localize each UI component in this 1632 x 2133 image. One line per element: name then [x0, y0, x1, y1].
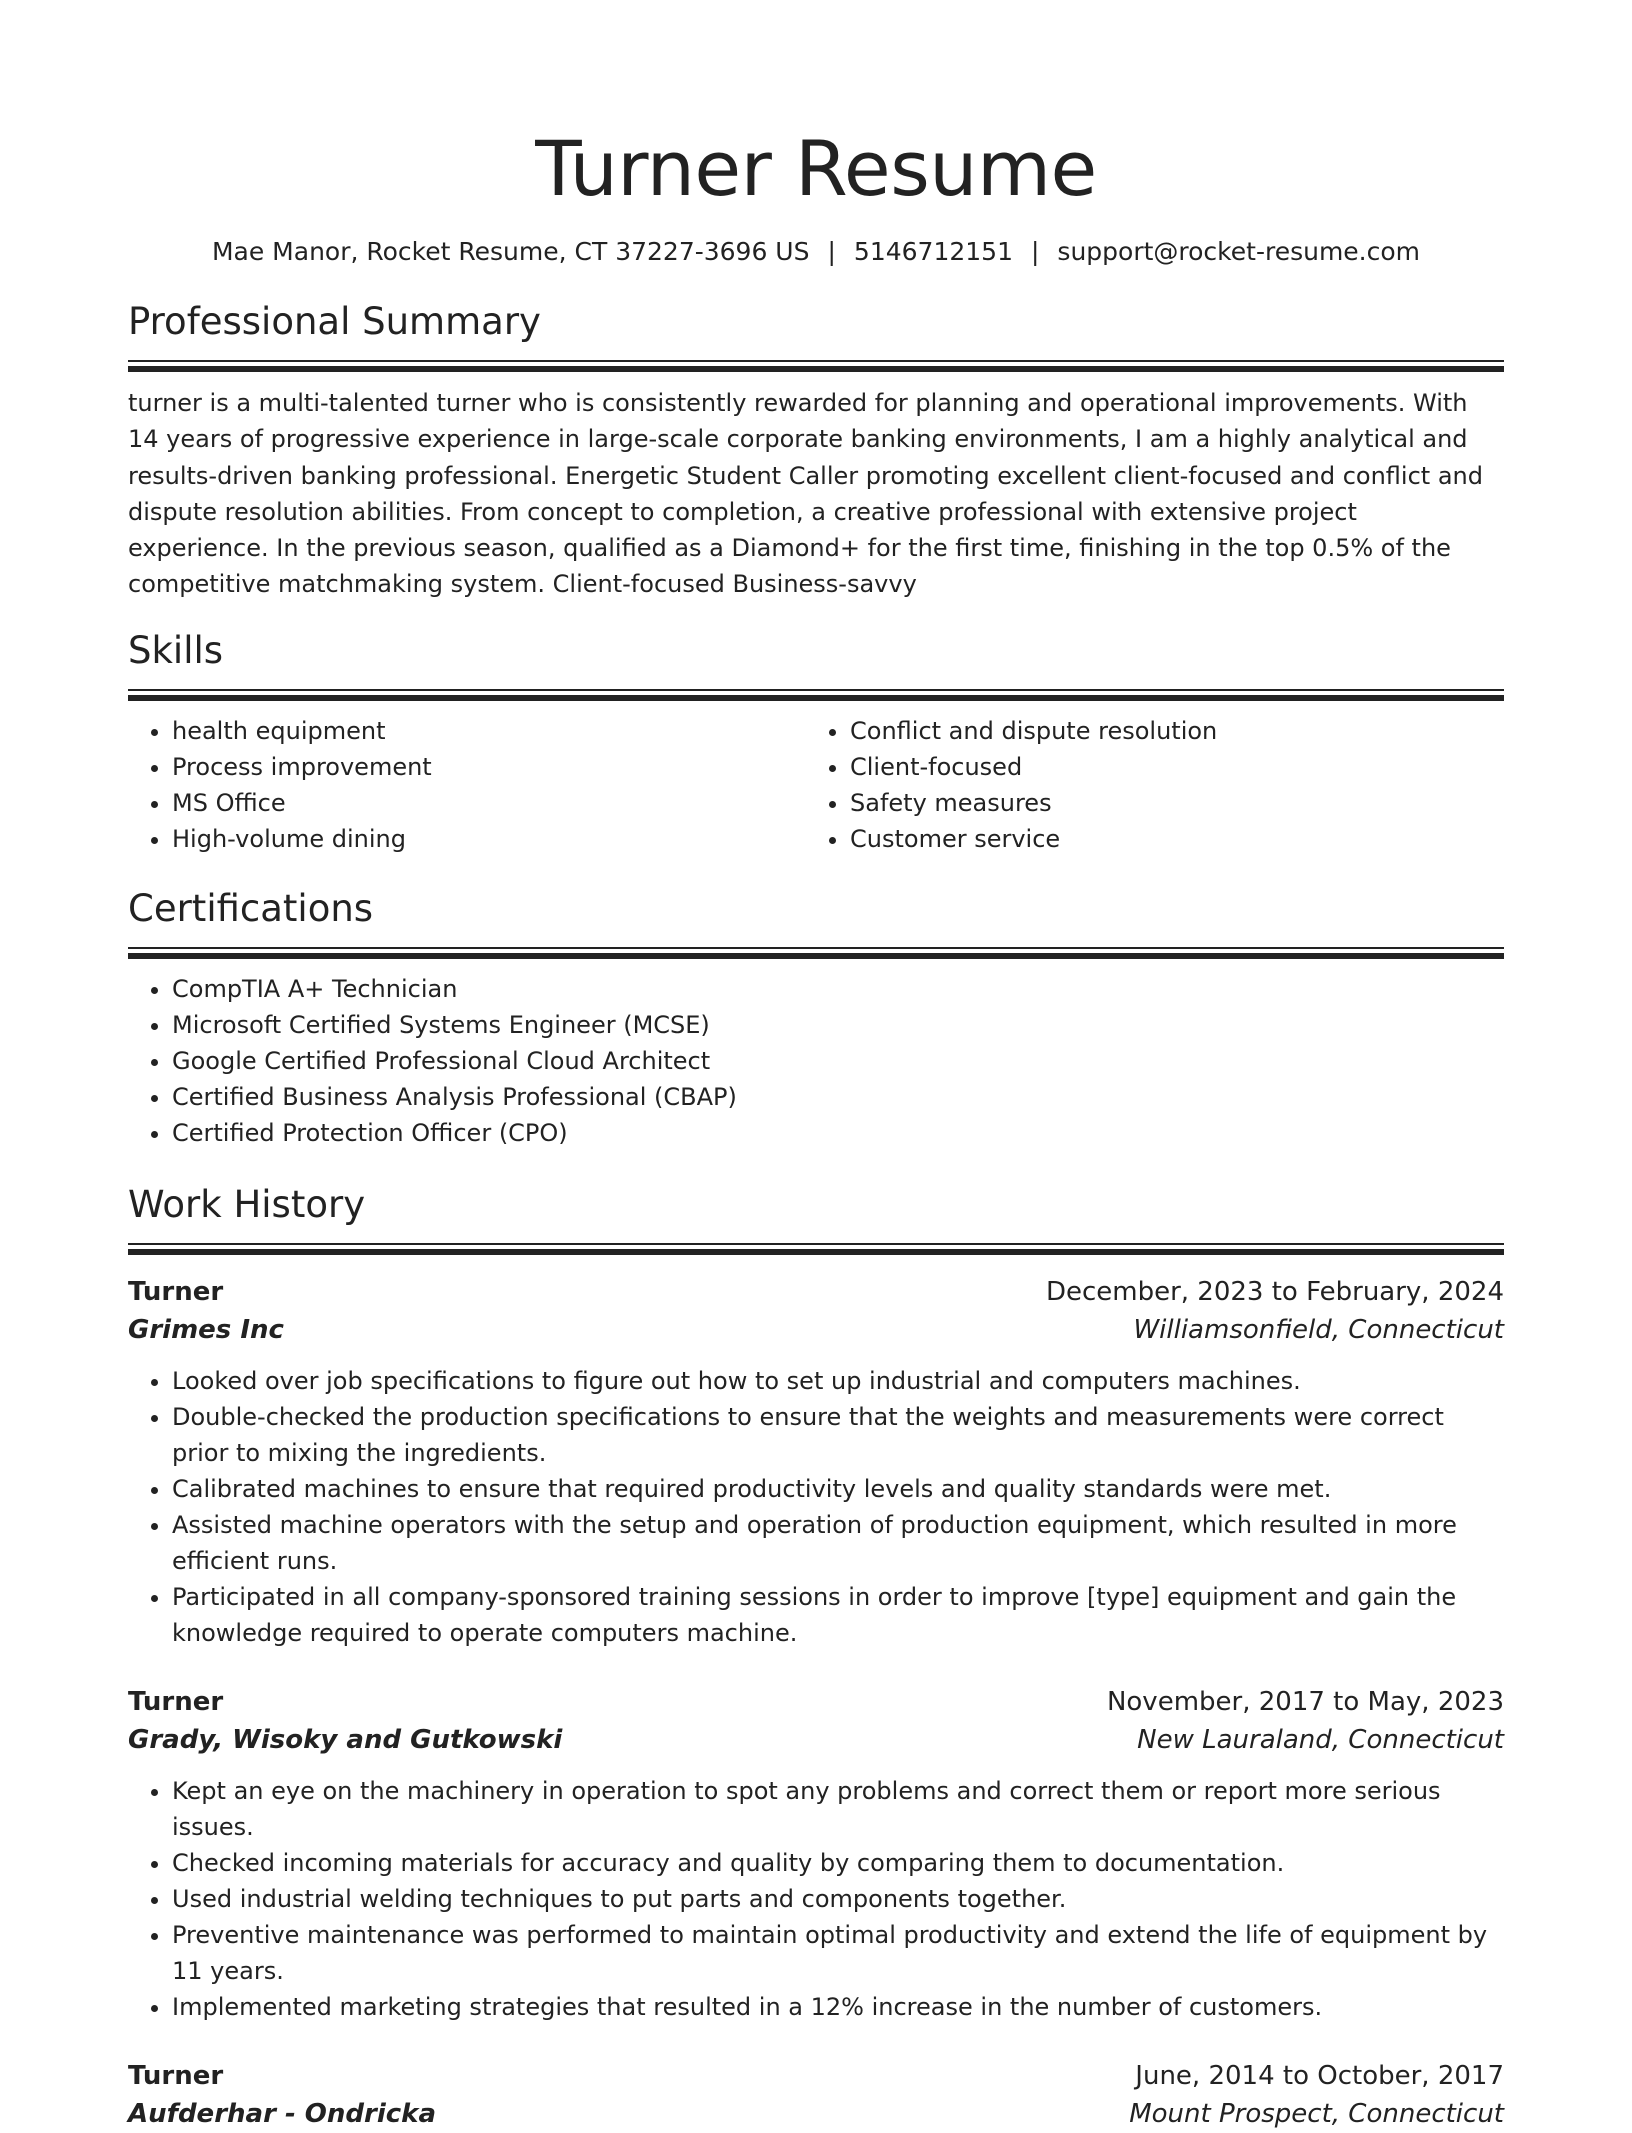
skill-item: • Customer service — [850, 821, 1484, 857]
contact-email: support@rocket-resume.com — [1057, 237, 1421, 266]
resume-title: Turner Resume — [535, 124, 1097, 213]
certifications-heading: Certifications — [128, 886, 374, 930]
job-header-row — [128, 2057, 1504, 2095]
skill-item: • Conflict and dispute resolution — [850, 713, 1484, 749]
certifications-section — [128, 885, 1504, 1151]
section-divider — [128, 1243, 1504, 1255]
summary-text: turner is a multi-talented turner who is consistently rewarded for planning and operational improvements. With 14 years of progressive experience in large-scale corporate banking environments, I am a highly analytical and results-driven banking professional. Energetic Student Caller promoting excellent client-focused and conflict and dispute resolution abilities. From concept to completion, a creative professional with extensive project experience. In the previous season, qualified as a Diamond+ for the first time, finishing in the top 0.5% of the competitive matchmaking system. Client-focused Business-savvy — [128, 389, 1483, 599]
job-bullet: • Assisted machine operators with the setup and operation of production equipment, which resulted in more efficient runs. — [172, 1507, 1504, 1579]
skills-heading: Skills — [128, 628, 224, 672]
contact-address: Mae Manor, Rocket Resume, CT 37227-3696 US — [211, 237, 810, 266]
job-bullet: • Preventive maintenance was performed to maintain optimal productivity and extend the life of equipment by 11 years. — [172, 1917, 1504, 1989]
job-dates: November, 2017 to May, 2023 — [1106, 1686, 1504, 1717]
certification-item: • Certified Business Analysis Professional (CBAP) — [172, 1079, 1504, 1115]
contact-phone: 5146712151 — [853, 237, 1013, 266]
job-title: Turner — [128, 1686, 224, 1717]
job-header-row — [128, 1273, 1504, 1311]
resume-page — [128, 0, 1504, 2133]
certification-item: • Certified Protection Officer (CPO) — [172, 1115, 1504, 1151]
job-title: Turner — [128, 1276, 224, 1307]
skill-item: • Safety measures — [850, 785, 1484, 821]
job-location: Williamsonfield, Connecticut — [1133, 1314, 1504, 1345]
skill-item: • MS Office — [172, 785, 806, 821]
certification-item: • Microsoft Certified Systems Engineer (MCSE) — [172, 1007, 1504, 1043]
skills-grid — [128, 713, 1504, 857]
skill-item: • High-volume dining — [172, 821, 806, 857]
job-company: Aufderhar - Ondricka — [128, 2098, 436, 2129]
job-company: Grimes Inc — [128, 1314, 284, 1345]
job-dates: June, 2014 to October, 2017 — [1135, 2060, 1504, 2091]
job-bullet: • Looked over job specifications to figure out how to set up industrial and computers machines. — [172, 1363, 1504, 1399]
job-bullet: • Calibrated machines to ensure that required productivity levels and quality standards were met. — [172, 1471, 1504, 1507]
job-dates: December, 2023 to February, 2024 — [1045, 1276, 1504, 1307]
contact-separator: | — [1030, 237, 1040, 266]
job-location: Mount Prospect, Connecticut — [1129, 2098, 1504, 2129]
certification-item: • Google Certified Professional Cloud Architect — [172, 1043, 1504, 1079]
work-section — [128, 1181, 1504, 2133]
job-entry — [128, 1683, 1504, 2025]
job-entry — [128, 1273, 1504, 1651]
job-bullet: • Participated in all company-sponsored training sessions in order to improve [type] equipment and gain the knowledge required to operate computers machine. — [172, 1579, 1504, 1651]
job-bullet: • Double-checked the production specifications to ensure that the weights and measurements were correct prior to mixing the ingredients. — [172, 1399, 1504, 1471]
contact-separator: | — [827, 237, 836, 266]
job-header-row — [128, 1683, 1504, 1721]
section-divider — [128, 947, 1504, 959]
skills-list-right — [806, 713, 1484, 857]
skill-item: • Client-focused — [850, 749, 1484, 785]
job-title: Turner — [128, 2060, 224, 2091]
job-bullets — [128, 1363, 1504, 1651]
job-bullet: • Kept an eye on the machinery in operation to spot any problems and correct them or report more serious issues. — [172, 1773, 1504, 1845]
section-divider — [128, 360, 1504, 372]
job-company-row — [128, 1311, 1504, 1349]
certification-item: • CompTIA A+ Technician — [172, 971, 1504, 1007]
summary-section — [128, 298, 1504, 603]
section-divider — [128, 689, 1504, 701]
job-entry — [128, 2057, 1504, 2133]
job-bullet: • Implemented marketing strategies that resulted in a 12% increase in the number of customers. — [172, 1989, 1504, 2025]
job-company-row — [128, 1721, 1504, 1759]
job-company-row — [128, 2095, 1504, 2133]
skills-section — [128, 627, 1504, 857]
job-location: New Lauraland, Connecticut — [1137, 1724, 1504, 1755]
skills-list-left — [128, 713, 806, 857]
job-bullet: • Used industrial welding techniques to put parts and components together. — [172, 1881, 1504, 1917]
job-bullet: • Checked incoming materials for accuracy and quality by comparing them to documentation. — [172, 1845, 1504, 1881]
job-bullets — [128, 1773, 1504, 2025]
summary-heading: Professional Summary — [128, 300, 541, 343]
skill-item: • health equipment — [172, 713, 806, 749]
contact-line — [128, 236, 1504, 268]
job-company: Grady, Wisoky and Gutkowski — [128, 1724, 563, 1755]
skill-item: • Process improvement — [172, 749, 806, 785]
work-heading: Work History — [128, 1182, 366, 1226]
certifications-list — [128, 971, 1504, 1151]
